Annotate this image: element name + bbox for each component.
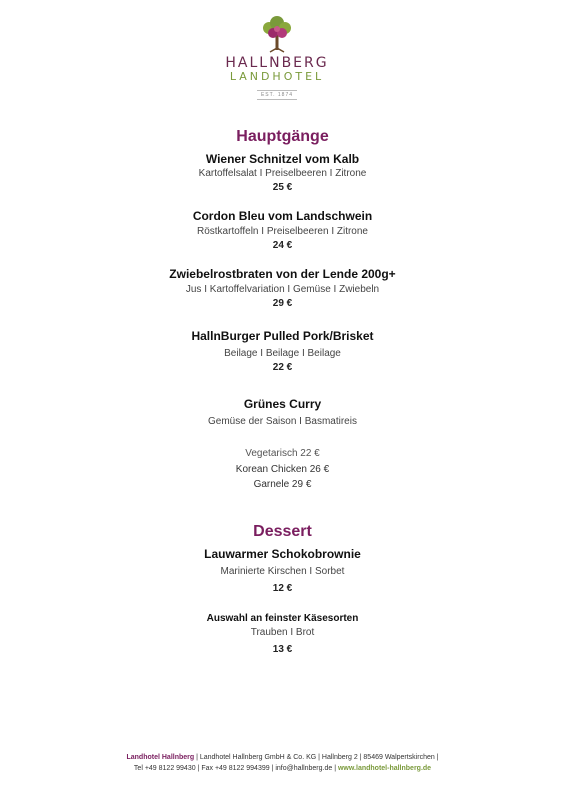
section-title-dessert: Dessert [253,523,312,540]
dish-name: Grünes Curry [243,397,322,411]
dish-name: Zwiebelrostbraten von der Lende 200g+ [169,267,396,281]
section-title-main: Hauptgänge [236,128,329,145]
dish-desc: Kartoffelsalat I Preiselbeeren I Zitrone [198,168,367,179]
dessert-desc: Trauben I Brot [250,627,315,638]
dish-name: Cordon Bleu vom Landschwein [192,209,373,223]
dessert-name: Lauwarmer Schokobrownie [204,547,361,561]
footer-hotel-name: Landhotel Hallnberg [126,754,195,761]
dish-name: HallnBurger Pulled Pork/Brisket [191,329,374,343]
logo-est: EST. 1874 [257,90,297,100]
dish-desc: Beilage I Beilage I Beilage [224,348,341,359]
dessert-price: 13 € [272,644,293,655]
footer-contact-info: Tel +49 8122 99430 | Fax +49 8122 994399 | info@hallnberg.de | [133,765,338,772]
curry-option: Korean Chicken 26 € [235,464,330,475]
dish-desc: Jus I Kartoffelvariation I Gemüse I Zwiebeln [185,284,380,295]
footer-line-1 [0,754,565,761]
footer-company-info: | Landhotel Hallnberg GmbH & Co. KG | Hallnberg 2 | 85469 Walpertskirchen | [194,754,439,761]
dish-price: 29 € [272,298,293,309]
tree-icon [259,14,295,54]
footer-website-link[interactable]: www.landhotel-hallnberg.de [337,765,432,772]
dish-desc: Röstkartoffeln I Preiselbeeren I Zitrone [196,226,368,237]
dish-desc: Gemüse der Saison I Basmatireis [208,416,357,427]
hotel-logo [222,14,332,106]
dish-price: 22 € [272,362,293,373]
footer-line-2 [0,765,565,772]
dessert-price: 12 € [272,583,293,594]
dessert-name: Auswahl an feinster Käsesorten [206,613,359,624]
logo-brand: HALLNBERG [225,55,329,71]
logo-subtitle: LANDHOTEL [229,70,325,83]
dish-price: 24 € [272,240,293,251]
dish-name: Wiener Schnitzel vom Kalb [205,152,360,166]
curry-option: Vegetarisch 22 € [245,448,320,459]
dish-price: 25 € [272,182,293,193]
curry-option: Garnele 29 € [253,479,312,490]
dessert-desc: Marinierte Kirschen I Sorbet [220,566,345,577]
